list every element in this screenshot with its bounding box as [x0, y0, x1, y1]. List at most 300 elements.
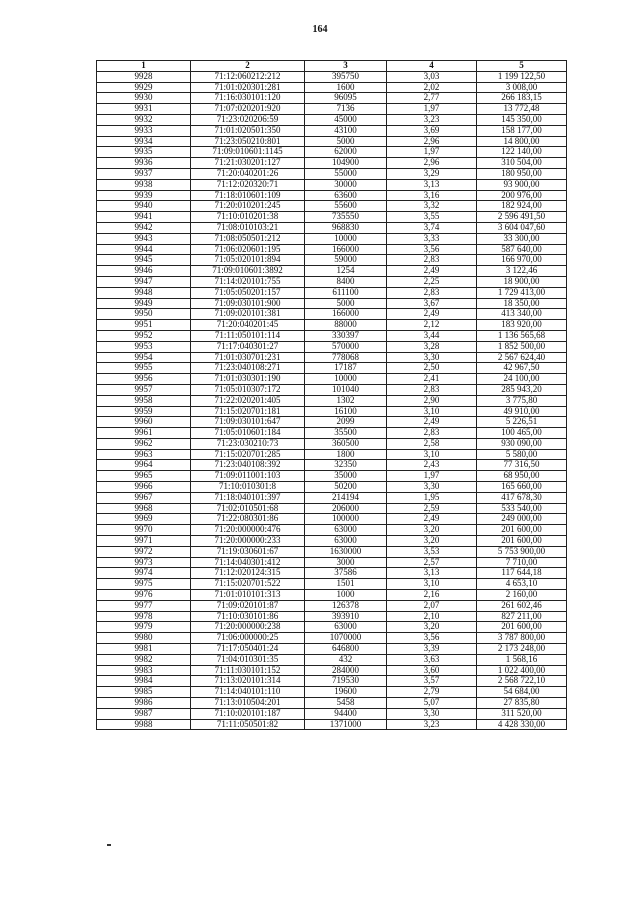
table-cell: 71:01:030701:231 [191, 352, 305, 363]
table-row [97, 514, 567, 525]
table-cell: 1,95 [387, 492, 477, 503]
table-cell: 50200 [305, 482, 387, 493]
table-cell: 1 852 500,00 [477, 341, 567, 352]
table-cell: 94400 [305, 708, 387, 719]
table-cell: 646800 [305, 644, 387, 655]
table-cell: 9987 [97, 708, 191, 719]
table-cell: 13 772,48 [477, 104, 567, 115]
table-row [97, 536, 567, 547]
table-cell: 9963 [97, 449, 191, 460]
table-cell: 71:20:000000:238 [191, 622, 305, 633]
table-cell: 9944 [97, 244, 191, 255]
table-cell: 2,90 [387, 395, 477, 406]
table-cell: 71:06:020601:195 [191, 244, 305, 255]
table-cell: 16100 [305, 406, 387, 417]
table-row [97, 309, 567, 320]
table-cell: 71:09:010601:1145 [191, 147, 305, 158]
table-row [97, 395, 567, 406]
table-cell: 3,53 [387, 546, 477, 557]
table-cell: 71:04:010301:35 [191, 654, 305, 665]
table-row [97, 525, 567, 536]
table-row [97, 622, 567, 633]
table-cell: 71:11:050101:114 [191, 330, 305, 341]
table-cell: 3,28 [387, 341, 477, 352]
table-cell: 3,13 [387, 568, 477, 579]
table-row [97, 244, 567, 255]
table-cell: 71:12:060212:212 [191, 71, 305, 82]
table-cell: 1,97 [387, 471, 477, 482]
table-cell: 71:20:040201:45 [191, 320, 305, 331]
table-cell: 3,60 [387, 665, 477, 676]
table-cell: 9979 [97, 622, 191, 633]
table-cell: 9964 [97, 460, 191, 471]
table-cell: 71:05:020101:894 [191, 255, 305, 266]
table-cell: 719530 [305, 676, 387, 687]
table-row [97, 190, 567, 201]
table-cell: 261 602,46 [477, 600, 567, 611]
table-row [97, 417, 567, 428]
table-cell: 3,23 [387, 719, 477, 730]
table-cell: 9955 [97, 363, 191, 374]
table-cell: 2,96 [387, 136, 477, 147]
table-cell: 71:05:050201:157 [191, 287, 305, 298]
table-cell: 9966 [97, 482, 191, 493]
table-cell: 285 943,20 [477, 384, 567, 395]
table-row [97, 460, 567, 471]
table-cell: 9975 [97, 579, 191, 590]
table-cell: 3,29 [387, 168, 477, 179]
table-cell: 100000 [305, 514, 387, 525]
table-cell: 9939 [97, 190, 191, 201]
table-cell: 9932 [97, 114, 191, 125]
table-cell: 71:12:020320:71 [191, 179, 305, 190]
table-row [97, 320, 567, 331]
table-cell: 9972 [97, 546, 191, 557]
table-cell: 3 604 047,60 [477, 222, 567, 233]
table-cell: 4 653,10 [477, 579, 567, 590]
table-cell: 3,56 [387, 244, 477, 255]
table-cell: 42 967,50 [477, 363, 567, 374]
column-header: 4 [387, 61, 477, 72]
table-cell: 1 568,16 [477, 654, 567, 665]
table-cell: 35000 [305, 471, 387, 482]
table-cell: 104900 [305, 158, 387, 169]
table-row [97, 708, 567, 719]
table-cell: 71:23:030210:73 [191, 438, 305, 449]
table-cell: 2,49 [387, 417, 477, 428]
table-cell: 3,03 [387, 71, 477, 82]
table-cell: 71:13:020101:314 [191, 676, 305, 687]
table-cell: 393910 [305, 611, 387, 622]
table-cell: 2,07 [387, 600, 477, 611]
table-row [97, 428, 567, 439]
table-row [97, 71, 567, 82]
table-cell: 71:11:050501:82 [191, 719, 305, 730]
table-row [97, 201, 567, 212]
table-row [97, 114, 567, 125]
table-cell: 3,57 [387, 676, 477, 687]
table-cell: 330397 [305, 330, 387, 341]
table-cell: 587 640,00 [477, 244, 567, 255]
table-cell: 71:22:080301:86 [191, 514, 305, 525]
table-row [97, 82, 567, 93]
table-cell: 1 022 400,00 [477, 665, 567, 676]
table-cell: 2,83 [387, 255, 477, 266]
table-cell: 1000 [305, 590, 387, 601]
table-cell: 930 090,00 [477, 438, 567, 449]
table-cell: 5000 [305, 298, 387, 309]
table-cell: 2,25 [387, 276, 477, 287]
table-row [97, 611, 567, 622]
table-cell: 126378 [305, 600, 387, 611]
table-cell: 68 950,00 [477, 471, 567, 482]
table-cell: 9970 [97, 525, 191, 536]
table-row [97, 492, 567, 503]
table-cell: 201 600,00 [477, 536, 567, 547]
table-cell: 71:17:040301:27 [191, 341, 305, 352]
table-cell: 63000 [305, 525, 387, 536]
table-cell: 9952 [97, 330, 191, 341]
table-cell: 71:20:000000:476 [191, 525, 305, 536]
table-cell: 3,39 [387, 644, 477, 655]
table-cell: 9949 [97, 298, 191, 309]
table-cell: 71:17:050401:24 [191, 644, 305, 655]
table-cell: 1 199 122,50 [477, 71, 567, 82]
table-cell: 9968 [97, 503, 191, 514]
table-row [97, 438, 567, 449]
table-cell: 3,30 [387, 352, 477, 363]
table-cell: 45000 [305, 114, 387, 125]
table-row [97, 579, 567, 590]
table-cell: 1 729 413,00 [477, 287, 567, 298]
table-cell: 9986 [97, 698, 191, 709]
table-cell: 1 136 565,68 [477, 330, 567, 341]
table-cell: 3 008,00 [477, 82, 567, 93]
table-cell: 3,33 [387, 233, 477, 244]
table-cell: 180 950,00 [477, 168, 567, 179]
table-cell: 4 428 330,00 [477, 719, 567, 730]
table-cell: 77 316,50 [477, 460, 567, 471]
table-cell: 9945 [97, 255, 191, 266]
table-cell: 55600 [305, 201, 387, 212]
table-row [97, 654, 567, 665]
table-cell: 9971 [97, 536, 191, 547]
table-cell: 158 177,00 [477, 125, 567, 136]
table-cell: 71:19:030601:67 [191, 546, 305, 557]
table-cell: 182 924,00 [477, 201, 567, 212]
table-cell: 201 600,00 [477, 525, 567, 536]
table-cell: 2,83 [387, 384, 477, 395]
table-cell: 71:12:020124:315 [191, 568, 305, 579]
table-row [97, 644, 567, 655]
table-cell: 3,30 [387, 482, 477, 493]
table-cell: 2,16 [387, 590, 477, 601]
table-cell: 71:10:010301:8 [191, 482, 305, 493]
table-cell: 71:18:040101:397 [191, 492, 305, 503]
table-cell: 9984 [97, 676, 191, 687]
table-cell: 1371000 [305, 719, 387, 730]
table-cell: 3,20 [387, 536, 477, 547]
table-cell: 9941 [97, 212, 191, 223]
table-cell: 71:02:010501:68 [191, 503, 305, 514]
table-cell: 63000 [305, 536, 387, 547]
table-cell: 9957 [97, 384, 191, 395]
table-cell: 3,10 [387, 579, 477, 590]
table-cell: 71:09:030101:900 [191, 298, 305, 309]
table-cell: 2,43 [387, 460, 477, 471]
table-cell: 9965 [97, 471, 191, 482]
table-cell: 3,20 [387, 622, 477, 633]
table-cell: 5 753 900,00 [477, 546, 567, 557]
table-row [97, 287, 567, 298]
table-cell: 71:07:020201:920 [191, 104, 305, 115]
table-cell: 9976 [97, 590, 191, 601]
column-header: 1 [97, 61, 191, 72]
table-cell: 9954 [97, 352, 191, 363]
table-cell: 200 976,00 [477, 190, 567, 201]
table-cell: 3,16 [387, 190, 477, 201]
table-cell: 9928 [97, 71, 191, 82]
table-row [97, 698, 567, 709]
table-cell: 9978 [97, 611, 191, 622]
table-cell: 249 000,00 [477, 514, 567, 525]
table-cell: 9960 [97, 417, 191, 428]
table-cell: 9937 [97, 168, 191, 179]
table-cell: 5 580,00 [477, 449, 567, 460]
table-cell: 3,23 [387, 114, 477, 125]
table-cell: 71:14:040301:412 [191, 557, 305, 568]
table-cell: 62000 [305, 147, 387, 158]
table-cell: 2,10 [387, 611, 477, 622]
table-cell: 96095 [305, 93, 387, 104]
table-cell: 432 [305, 654, 387, 665]
table-cell: 1,97 [387, 104, 477, 115]
table-cell: 9961 [97, 428, 191, 439]
table-cell: 9973 [97, 557, 191, 568]
table-cell: 9980 [97, 633, 191, 644]
table-cell: 71:09:030101:647 [191, 417, 305, 428]
table-cell: 284000 [305, 665, 387, 676]
table-row [97, 158, 567, 169]
table-row [97, 687, 567, 698]
table-body [97, 71, 567, 730]
table-cell: 165 660,00 [477, 482, 567, 493]
table-cell: 9930 [97, 93, 191, 104]
table-cell: 9942 [97, 222, 191, 233]
table-cell: 63000 [305, 622, 387, 633]
table-cell: 3,67 [387, 298, 477, 309]
table-cell: 1800 [305, 449, 387, 460]
table-row [97, 233, 567, 244]
table-row [97, 374, 567, 385]
table-cell: 166000 [305, 309, 387, 320]
table-row [97, 330, 567, 341]
table-cell: 71:05:010601:184 [191, 428, 305, 439]
table-cell: 2,57 [387, 557, 477, 568]
table-cell: 14 800,00 [477, 136, 567, 147]
table-cell: 9940 [97, 201, 191, 212]
table-cell: 1,97 [387, 147, 477, 158]
table-cell: 778068 [305, 352, 387, 363]
table-cell: 49 910,00 [477, 406, 567, 417]
table-cell: 37586 [305, 568, 387, 579]
table-cell: 266 183,15 [477, 93, 567, 104]
table-cell: 9946 [97, 266, 191, 277]
table-cell: 166 970,00 [477, 255, 567, 266]
table-cell: 7136 [305, 104, 387, 115]
table-row [97, 125, 567, 136]
table-cell: 9953 [97, 341, 191, 352]
table-cell: 3,20 [387, 525, 477, 536]
table-cell: 71:20:040201:26 [191, 168, 305, 179]
table-cell: 122 140,00 [477, 147, 567, 158]
table-cell: 2 567 624,40 [477, 352, 567, 363]
table-row [97, 449, 567, 460]
table-row [97, 298, 567, 309]
table-row [97, 676, 567, 687]
column-header: 2 [191, 61, 305, 72]
table-cell: 9956 [97, 374, 191, 385]
table-cell: 71:10:020101:187 [191, 708, 305, 719]
table-row [97, 136, 567, 147]
table-cell: 9985 [97, 687, 191, 698]
table-cell: 310 504,00 [477, 158, 567, 169]
table-cell: 2,02 [387, 82, 477, 93]
table-cell: 9929 [97, 82, 191, 93]
table-cell: 71:09:020101:87 [191, 600, 305, 611]
table-cell: 19600 [305, 687, 387, 698]
table-cell: 9947 [97, 276, 191, 287]
table-cell: 27 835,80 [477, 698, 567, 709]
table-cell: 3 122,46 [477, 266, 567, 277]
table-cell: 71:01:020301:281 [191, 82, 305, 93]
table-row [97, 590, 567, 601]
table-row [97, 93, 567, 104]
table-cell: 5 226,51 [477, 417, 567, 428]
table-row [97, 633, 567, 644]
table-cell: 2 596 491,50 [477, 212, 567, 223]
table-cell: 9931 [97, 104, 191, 115]
table-cell: 2 568 722,10 [477, 676, 567, 687]
table-cell: 18 350,00 [477, 298, 567, 309]
table-cell: 117 644,18 [477, 568, 567, 579]
table-cell: 3,32 [387, 201, 477, 212]
table-cell: 18 900,00 [477, 276, 567, 287]
table-cell: 9935 [97, 147, 191, 158]
table-row [97, 719, 567, 730]
table-cell: 9950 [97, 309, 191, 320]
table-cell: 2,49 [387, 514, 477, 525]
table-row [97, 276, 567, 287]
data-table [96, 60, 567, 730]
table-row [97, 363, 567, 374]
table-cell: 3 787 800,00 [477, 633, 567, 644]
table-cell: 35500 [305, 428, 387, 439]
table-cell: 59000 [305, 255, 387, 266]
table-cell: 71:10:030101:86 [191, 611, 305, 622]
table-cell: 201 600,00 [477, 622, 567, 633]
table-cell: 311 520,00 [477, 708, 567, 719]
table-cell: 3,44 [387, 330, 477, 341]
table-row [97, 568, 567, 579]
table-cell: 5000 [305, 136, 387, 147]
table-cell: 71:20:000000:233 [191, 536, 305, 547]
table-cell: 71:01:030301:190 [191, 374, 305, 385]
table-cell: 71:23:040108:271 [191, 363, 305, 374]
table-cell: 2,83 [387, 287, 477, 298]
table-cell: 2,83 [387, 428, 477, 439]
table-cell: 71:18:010601:109 [191, 190, 305, 201]
table-cell: 2,41 [387, 374, 477, 385]
table-cell: 9962 [97, 438, 191, 449]
column-header: 5 [477, 61, 567, 72]
table-cell: 166000 [305, 244, 387, 255]
column-header: 3 [305, 61, 387, 72]
table-cell: 32350 [305, 460, 387, 471]
table-row [97, 406, 567, 417]
table-cell: 3,63 [387, 654, 477, 665]
table-cell: 3,55 [387, 212, 477, 223]
table-row [97, 503, 567, 514]
table-cell: 2,49 [387, 266, 477, 277]
table-row [97, 557, 567, 568]
table-cell: 206000 [305, 503, 387, 514]
table-cell: 2 173 248,00 [477, 644, 567, 655]
table-cell: 183 920,00 [477, 320, 567, 331]
table-cell: 395750 [305, 71, 387, 82]
table-cell: 611100 [305, 287, 387, 298]
table-cell: 3,56 [387, 633, 477, 644]
table-cell: 9936 [97, 158, 191, 169]
table-row [97, 600, 567, 611]
table-row [97, 222, 567, 233]
table-cell: 9938 [97, 179, 191, 190]
table-cell: 71:21:030201:127 [191, 158, 305, 169]
table-cell: 9934 [97, 136, 191, 147]
table-cell: 2,96 [387, 158, 477, 169]
table-cell: 101040 [305, 384, 387, 395]
table-row [97, 104, 567, 115]
table-cell: 9969 [97, 514, 191, 525]
table-cell: 2,50 [387, 363, 477, 374]
table-cell: 71:16:030101:120 [191, 93, 305, 104]
table-cell: 1600 [305, 82, 387, 93]
table-cell: 71:05:010307:172 [191, 384, 305, 395]
table-cell: 9977 [97, 600, 191, 611]
table-cell: 71:22:020201:405 [191, 395, 305, 406]
table-cell: 2,59 [387, 503, 477, 514]
table-row [97, 168, 567, 179]
table-cell: 10000 [305, 374, 387, 385]
table-cell: 2,58 [387, 438, 477, 449]
table-cell: 3000 [305, 557, 387, 568]
table-cell: 71:09:010601:3892 [191, 266, 305, 277]
table-cell: 10000 [305, 233, 387, 244]
table-row [97, 482, 567, 493]
table-cell: 30000 [305, 179, 387, 190]
table-cell: 17187 [305, 363, 387, 374]
table-cell: 9974 [97, 568, 191, 579]
table-cell: 7 710,00 [477, 557, 567, 568]
table-cell: 2,79 [387, 687, 477, 698]
table-row [97, 546, 567, 557]
table-cell: 71:15:020701:181 [191, 406, 305, 417]
table-cell: 9958 [97, 395, 191, 406]
table-cell: 71:14:020101:755 [191, 276, 305, 287]
table-cell: 2099 [305, 417, 387, 428]
table-cell: 71:23:040108:392 [191, 460, 305, 471]
table-cell: 417 678,30 [477, 492, 567, 503]
